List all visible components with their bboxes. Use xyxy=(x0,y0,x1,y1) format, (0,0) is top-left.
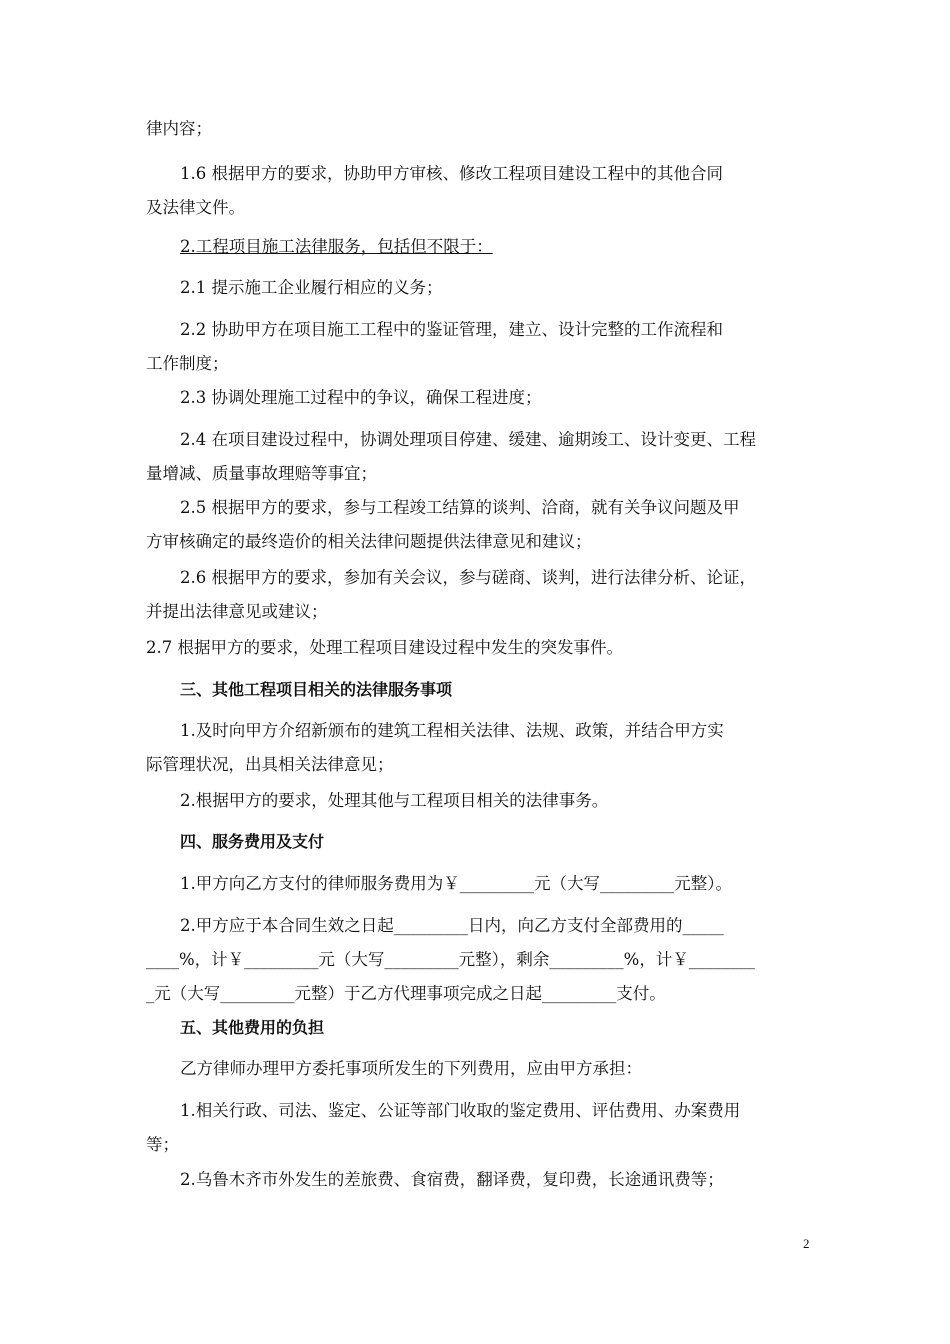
paragraph-line: 2.6 根据甲方的要求，参加有关会议，参与磋商、谈判，进行法律分析、论证， xyxy=(180,568,756,587)
heading-text: 五、其他费用的负担 xyxy=(180,1018,325,1037)
paragraph-line: 2.2 协助甲方在项目施工工程中的鉴证管理，建立、设计完整的工作流程和 xyxy=(180,320,723,339)
paragraph xyxy=(146,491,812,559)
paragraph xyxy=(180,784,812,818)
paragraph-line: 1.6 根据甲方的要求，协助甲方审核、修改工程项目建设工程中的其他合同 xyxy=(180,164,723,183)
paragraph xyxy=(180,271,812,305)
paragraph-line: 2.根据甲方的要求，处理其他与工程项目相关的法律事务。 xyxy=(180,791,609,810)
paragraph-line: _元（大写_________元整）于乙方代理事项完成之日起_________支付。 xyxy=(146,984,666,1003)
paragraph xyxy=(146,1094,812,1162)
paragraph-line: 2.乌鲁木齐市外发生的差旅费、食宿费，翻译费，复印费，长途通讯费等； xyxy=(180,1170,724,1189)
paragraph-line: 2.5 根据甲方的要求，参与工程竣工结算的谈判、洽商，就有关争议问题及甲 xyxy=(180,498,740,517)
section-heading xyxy=(180,230,812,264)
paragraph-line: 量增减、质量事故理赔等事宜； xyxy=(146,464,377,483)
paragraph xyxy=(146,313,812,381)
paragraph-line: 2.甲方应于本合同生效之日起_________日内，向乙方支付全部费用的_____ xyxy=(180,916,724,935)
paragraph-line: 并提出法律意见或建议； xyxy=(146,602,328,621)
paragraph xyxy=(180,381,812,415)
paragraph-line: 2.3 协调处理施工过程中的争议，确保工程进度； xyxy=(180,388,542,407)
paragraph-line: 律内容； xyxy=(146,119,212,138)
paragraph xyxy=(146,423,812,491)
paragraph-line: 际管理状况，出具相关法律意见； xyxy=(146,755,394,774)
paragraph xyxy=(180,1052,812,1086)
paragraph xyxy=(180,1163,812,1197)
paragraph-line: 工作制度； xyxy=(146,354,229,373)
paragraph xyxy=(146,909,812,1011)
heading-text: 三、其他工程项目相关的法律服务事项 xyxy=(180,680,453,699)
heading-text: 四、服务费用及支付 xyxy=(180,832,325,851)
paragraph-line: ____%，计￥_________元（大写_________元整），剩余_________%，计￥________ xyxy=(146,950,755,969)
paragraph-line: 乙方律师办理甲方委托事项所发生的下列费用，应由甲方承担： xyxy=(180,1059,642,1078)
section-heading xyxy=(180,673,812,707)
paragraph-line: 方审核确定的最终造价的相关法律问题提供法律意见和建议； xyxy=(146,532,592,551)
paragraph-line: 1.甲方向乙方支付的律师服务费用为￥_________元（大写_________元整）。 xyxy=(180,874,732,893)
paragraph-line: 2.7 根据甲方的要求，处理工程项目建设过程中发生的突发事件。 xyxy=(146,638,623,657)
paragraph xyxy=(146,561,812,629)
page-number: 2 xyxy=(803,1236,810,1251)
paragraph-line: 等； xyxy=(146,1135,179,1154)
paragraph-line: 2.1 提示施工企业履行相应的义务； xyxy=(180,278,443,297)
paragraph-line: 1.相关行政、司法、鉴定、公证等部门收取的鉴定费用、评估费用、办案费用 xyxy=(180,1101,741,1120)
paragraph xyxy=(146,714,812,782)
section-heading xyxy=(180,1011,812,1045)
paragraph-line: 及法律文件。 xyxy=(146,198,245,217)
paragraph xyxy=(180,867,812,901)
paragraph-line: 2.4 在项目建设过程中，协调处理项目停建、缓建、逾期竣工、设计变更、工程 xyxy=(180,430,756,449)
paragraph-line: 1.及时向甲方介绍新颁布的建筑工程相关法律、法规、政策，并结合甲方实 xyxy=(180,721,724,740)
section-heading xyxy=(180,825,812,859)
paragraph-line: 2.工程项目施工法律服务，包括但不限于： xyxy=(180,237,493,256)
paragraph xyxy=(146,157,812,225)
paragraph xyxy=(146,631,812,665)
paragraph xyxy=(146,112,812,146)
